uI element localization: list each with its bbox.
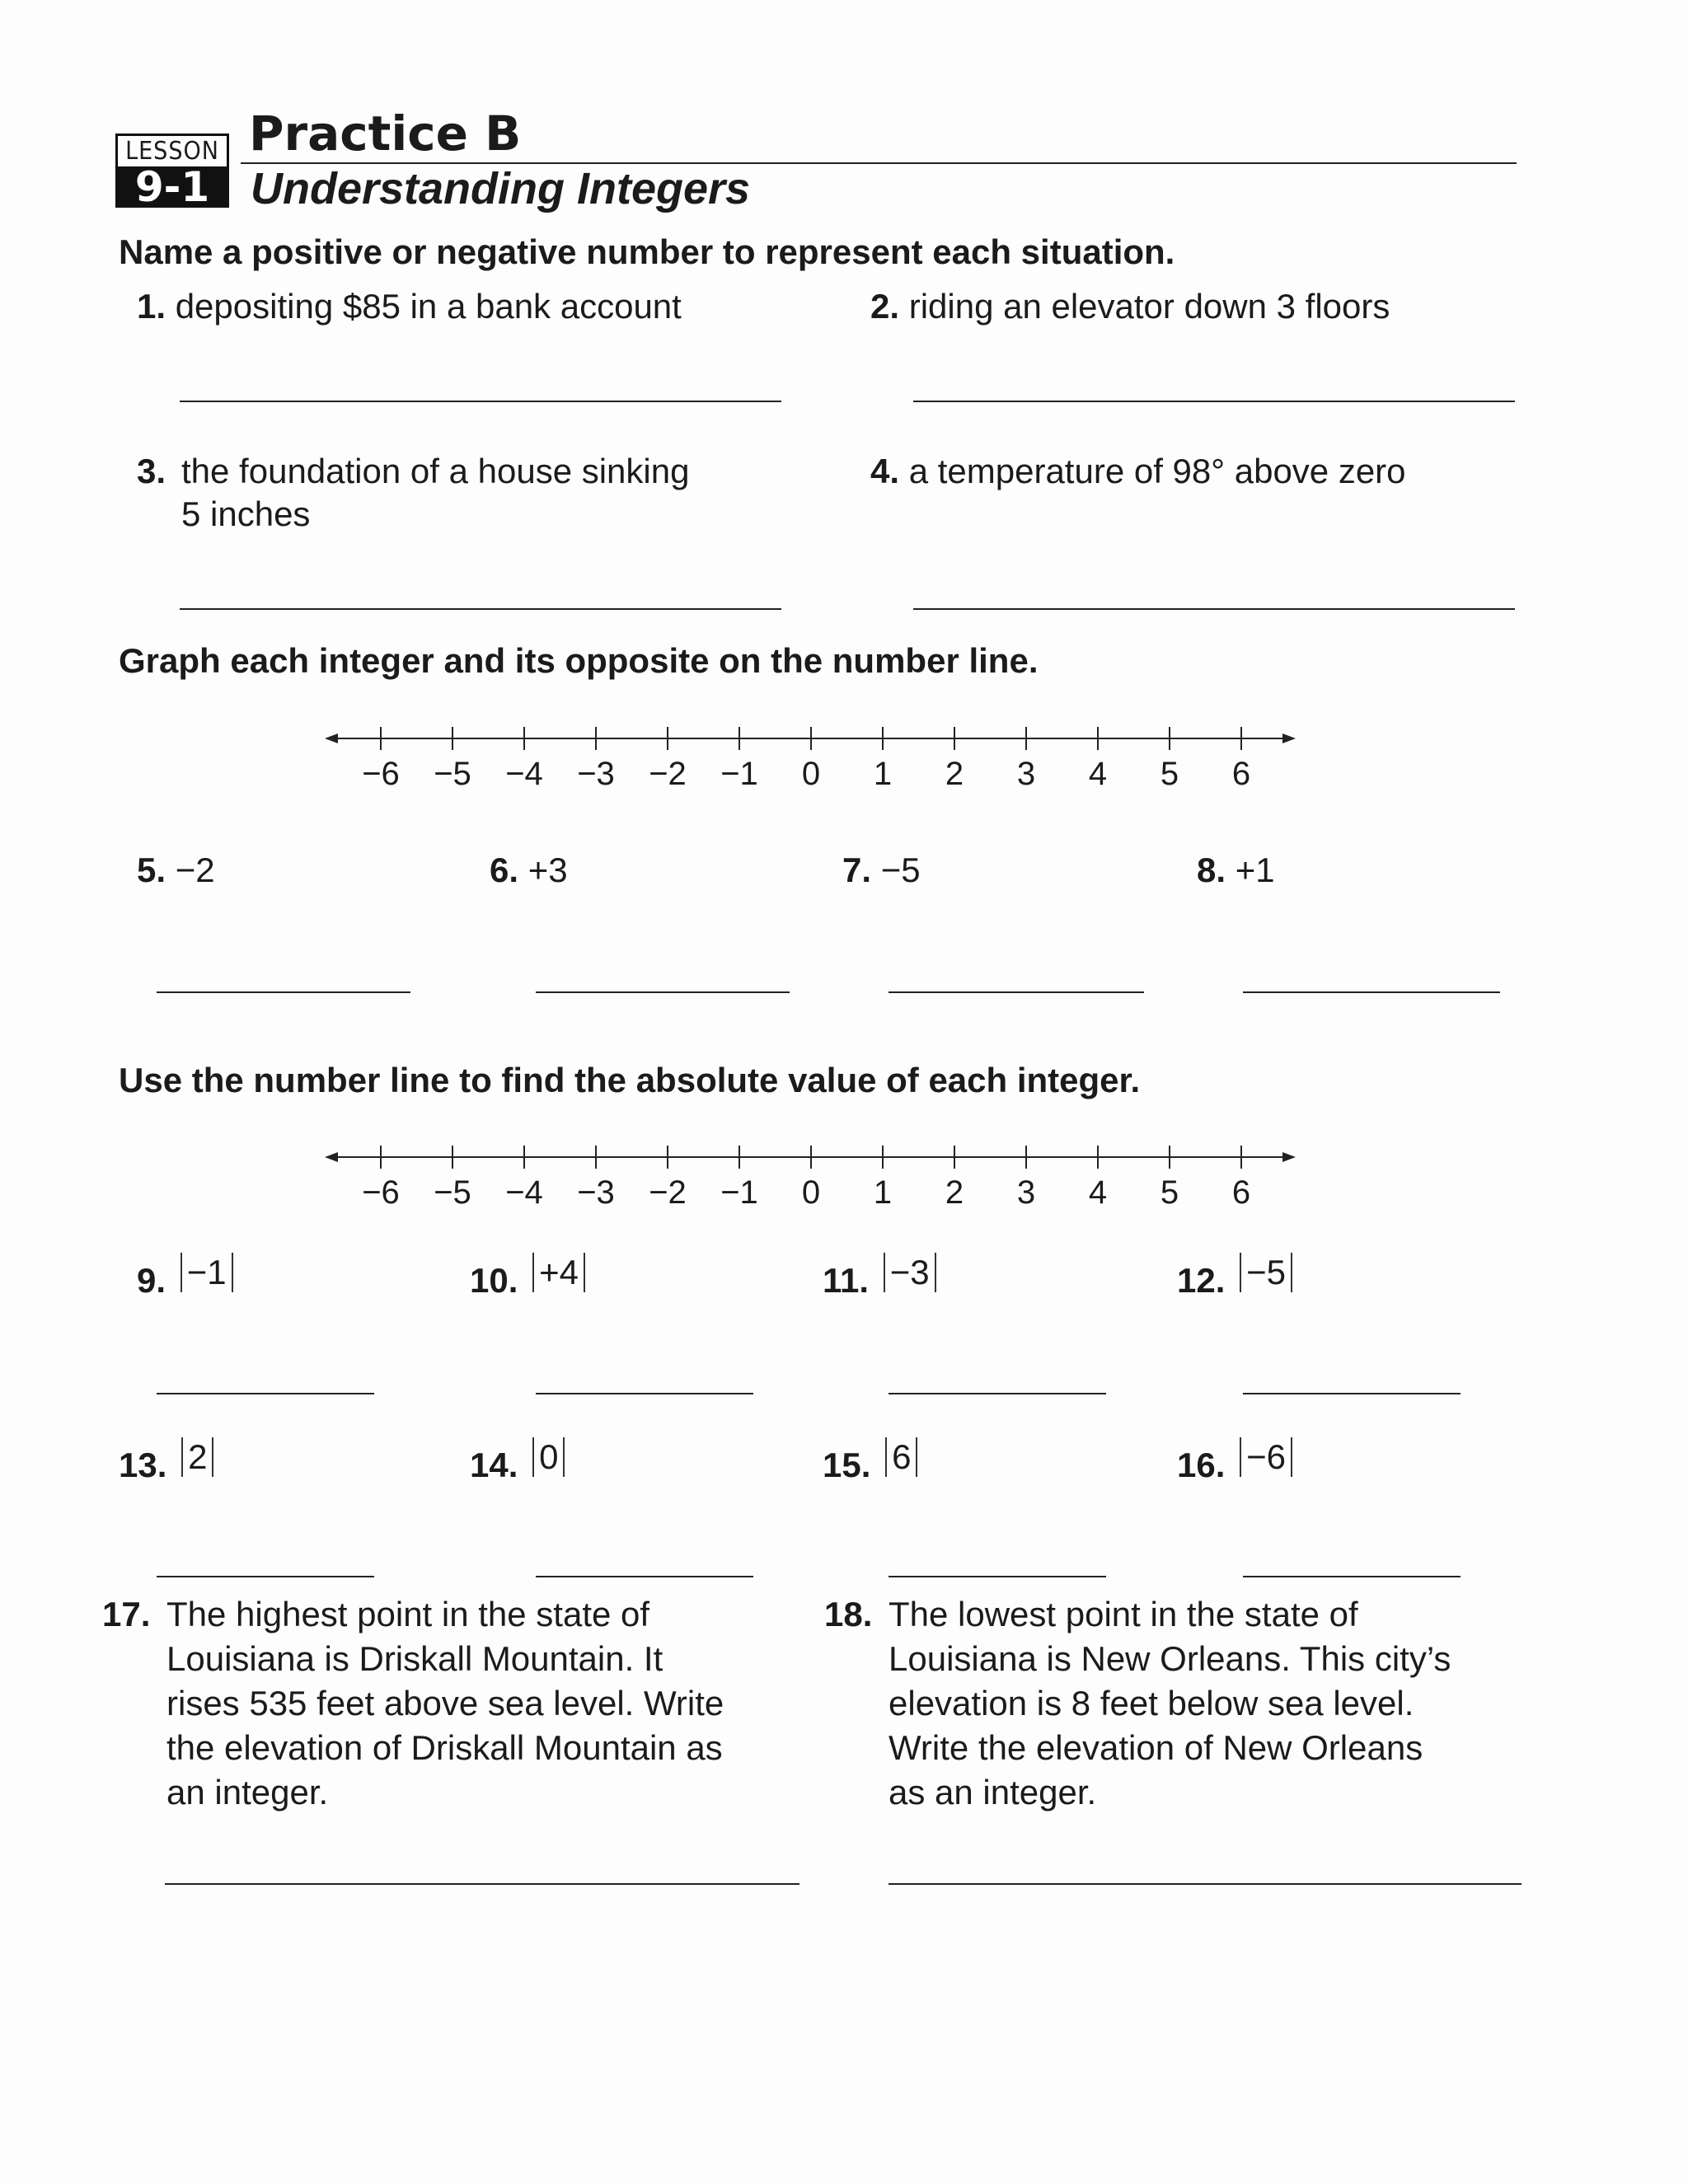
- question-value: −3: [889, 1253, 930, 1291]
- number-line-graph[interactable]: [313, 717, 1302, 799]
- question-text-line: Louisiana is New Orleans. This city’s: [889, 1639, 1451, 1678]
- question-number: 8.: [1197, 851, 1226, 889]
- question-5: [137, 849, 215, 892]
- question-value: −5: [1246, 1253, 1286, 1291]
- question-text-line: an integer.: [166, 1773, 329, 1811]
- question-value: −2: [175, 851, 215, 889]
- tick-label: 5: [1160, 756, 1179, 792]
- question-16: [1177, 1436, 1297, 1487]
- tick-label: −1: [720, 1174, 758, 1211]
- answer-blank-3[interactable]: [180, 608, 781, 610]
- answer-blank-16[interactable]: [1243, 1576, 1461, 1577]
- question-14: [470, 1436, 570, 1487]
- question-value: 2: [188, 1437, 208, 1476]
- answer-blank-14[interactable]: [536, 1576, 753, 1577]
- question-number: 2.: [870, 287, 900, 326]
- question-number: 15.: [823, 1446, 871, 1484]
- tick-label: −5: [434, 1174, 471, 1211]
- tick-label: 1: [873, 1174, 893, 1211]
- answer-blank-12[interactable]: [1243, 1393, 1461, 1394]
- question-10: [470, 1251, 590, 1302]
- answer-blank-13[interactable]: [157, 1576, 374, 1577]
- question-text-line: as an integer.: [889, 1773, 1097, 1811]
- abs-bar-left: [532, 1253, 534, 1292]
- answer-blank-2[interactable]: [913, 401, 1515, 402]
- page-title: Practice B: [249, 105, 522, 162]
- question-text: depositing $85 in a bank account: [175, 287, 682, 326]
- question-value: 0: [539, 1437, 559, 1476]
- question-number: 17.: [102, 1595, 151, 1633]
- tick-label: −6: [362, 1174, 400, 1211]
- abs-bar-left: [181, 1437, 183, 1477]
- tick-label: 3: [1016, 1174, 1036, 1211]
- abs-bar-right: [935, 1253, 936, 1292]
- question-value: +3: [528, 851, 568, 889]
- question-number: 14.: [470, 1446, 518, 1484]
- abs-bar-right: [916, 1437, 917, 1477]
- lesson-number: 9-1: [115, 166, 229, 208]
- question-number: 18.: [824, 1595, 873, 1633]
- answer-blank-4[interactable]: [913, 608, 1515, 610]
- answer-blank-9[interactable]: [157, 1393, 374, 1394]
- arrow-right-icon: [1282, 733, 1296, 743]
- answer-blank-17[interactable]: [165, 1883, 799, 1885]
- question-number: 9.: [137, 1261, 166, 1300]
- question-number: 11.: [823, 1261, 870, 1300]
- question-18: [824, 1592, 1451, 1815]
- tick-label: −3: [577, 756, 615, 792]
- question-text-line: 5 inches: [181, 494, 311, 533]
- question-text-line: Louisiana is Driskall Mountain. It: [166, 1639, 663, 1678]
- arrow-right-icon: [1282, 1152, 1296, 1162]
- abs-bar-left: [181, 1253, 182, 1292]
- number-line-absolute: [313, 1136, 1302, 1218]
- question-4: [870, 450, 1406, 493]
- tick-label: 6: [1231, 756, 1251, 792]
- question-7: [842, 849, 921, 892]
- tick-label: 6: [1231, 1174, 1251, 1211]
- tick-label: −4: [505, 1174, 543, 1211]
- tick-label: 0: [801, 1174, 821, 1211]
- answer-blank-6[interactable]: [536, 991, 790, 993]
- answer-blank-5[interactable]: [157, 991, 410, 993]
- question-number: 12.: [1177, 1261, 1226, 1300]
- question-text-line: The lowest point in the state of: [889, 1595, 1358, 1633]
- question-number: 16.: [1177, 1446, 1226, 1484]
- question-number: 4.: [870, 452, 900, 490]
- abs-bar-right: [232, 1253, 233, 1292]
- question-text: a temperature of 98° above zero: [908, 452, 1406, 490]
- question-text-line: rises 535 feet above sea level. Write: [166, 1684, 724, 1722]
- question-value: −5: [880, 851, 921, 889]
- tick-label: 3: [1016, 756, 1036, 792]
- question-number: 1.: [137, 287, 166, 326]
- question-text-line: elevation is 8 feet below sea level.: [889, 1684, 1414, 1722]
- abs-bar-left: [1240, 1437, 1241, 1477]
- arrow-left-icon: [325, 733, 338, 743]
- question-number: 10.: [470, 1261, 518, 1300]
- abs-bar-right: [1291, 1437, 1292, 1477]
- question-number: 13.: [119, 1446, 167, 1484]
- tick-label: −2: [649, 1174, 687, 1211]
- tick-label: −2: [649, 756, 687, 792]
- tick-label: −4: [505, 756, 543, 792]
- tick-label: −3: [577, 1174, 615, 1211]
- answer-blank-1[interactable]: [180, 401, 781, 402]
- question-value: +4: [539, 1253, 579, 1291]
- question-text-line: Write the elevation of New Orleans: [889, 1728, 1423, 1767]
- tick-label: 2: [945, 756, 964, 792]
- question-3: [137, 450, 689, 536]
- question-value: −6: [1246, 1437, 1286, 1476]
- answer-blank-18[interactable]: [889, 1883, 1522, 1885]
- tick-label: 0: [801, 756, 821, 792]
- page-subtitle: Understanding Integers: [251, 164, 751, 213]
- abs-bar-left: [1240, 1253, 1241, 1292]
- question-17: [102, 1592, 724, 1815]
- abs-bar-right: [584, 1253, 585, 1292]
- arrow-left-icon: [325, 1152, 338, 1162]
- section2-instruction: Graph each integer and its opposite on the number line.: [119, 641, 1039, 680]
- lesson-label: LESSON: [115, 134, 229, 166]
- abs-bar-left: [532, 1437, 534, 1477]
- question-2: [870, 285, 1390, 328]
- question-text: riding an elevator down 3 floors: [908, 287, 1390, 326]
- tick-label: 4: [1088, 1174, 1108, 1211]
- tick-label: 2: [945, 1174, 964, 1211]
- question-text-line: the elevation of Driskall Mountain as: [166, 1728, 723, 1767]
- question-12: [1177, 1251, 1297, 1302]
- question-11: [823, 1251, 941, 1302]
- question-13: [119, 1436, 218, 1487]
- question-9: [137, 1251, 238, 1302]
- question-value: 6: [892, 1437, 912, 1476]
- answer-blank-7[interactable]: [889, 991, 1144, 993]
- question-value: +1: [1235, 851, 1275, 889]
- section1-instruction: Name a positive or negative number to represent each situation.: [119, 232, 1175, 271]
- abs-bar-left: [885, 1437, 887, 1477]
- answer-blank-11[interactable]: [889, 1393, 1106, 1394]
- answer-blank-15[interactable]: [889, 1576, 1106, 1577]
- question-number: 5.: [137, 851, 166, 889]
- question-number: 6.: [490, 851, 519, 889]
- question-1: [137, 285, 682, 328]
- question-8: [1197, 849, 1275, 892]
- abs-bar-left: [884, 1253, 885, 1292]
- answer-blank-8[interactable]: [1243, 991, 1500, 993]
- question-6: [490, 849, 568, 892]
- question-15: [823, 1436, 922, 1487]
- tick-label: 5: [1160, 1174, 1179, 1211]
- tick-label: −5: [434, 756, 471, 792]
- abs-bar-right: [563, 1437, 565, 1477]
- question-text-line: the foundation of a house sinking: [181, 452, 690, 490]
- tick-label: −6: [362, 756, 400, 792]
- tick-label: 4: [1088, 756, 1108, 792]
- section3-instruction: Use the number line to find the absolute value of each integer.: [119, 1061, 1141, 1099]
- tick-label: 1: [873, 756, 893, 792]
- question-number: 3.: [137, 452, 166, 490]
- tick-label: −1: [720, 756, 758, 792]
- answer-blank-10[interactable]: [536, 1393, 753, 1394]
- abs-bar-right: [212, 1437, 213, 1477]
- question-number: 7.: [842, 851, 872, 889]
- abs-bar-right: [1291, 1253, 1292, 1292]
- question-value: −1: [186, 1253, 227, 1291]
- question-text-line: The highest point in the state of: [166, 1595, 650, 1633]
